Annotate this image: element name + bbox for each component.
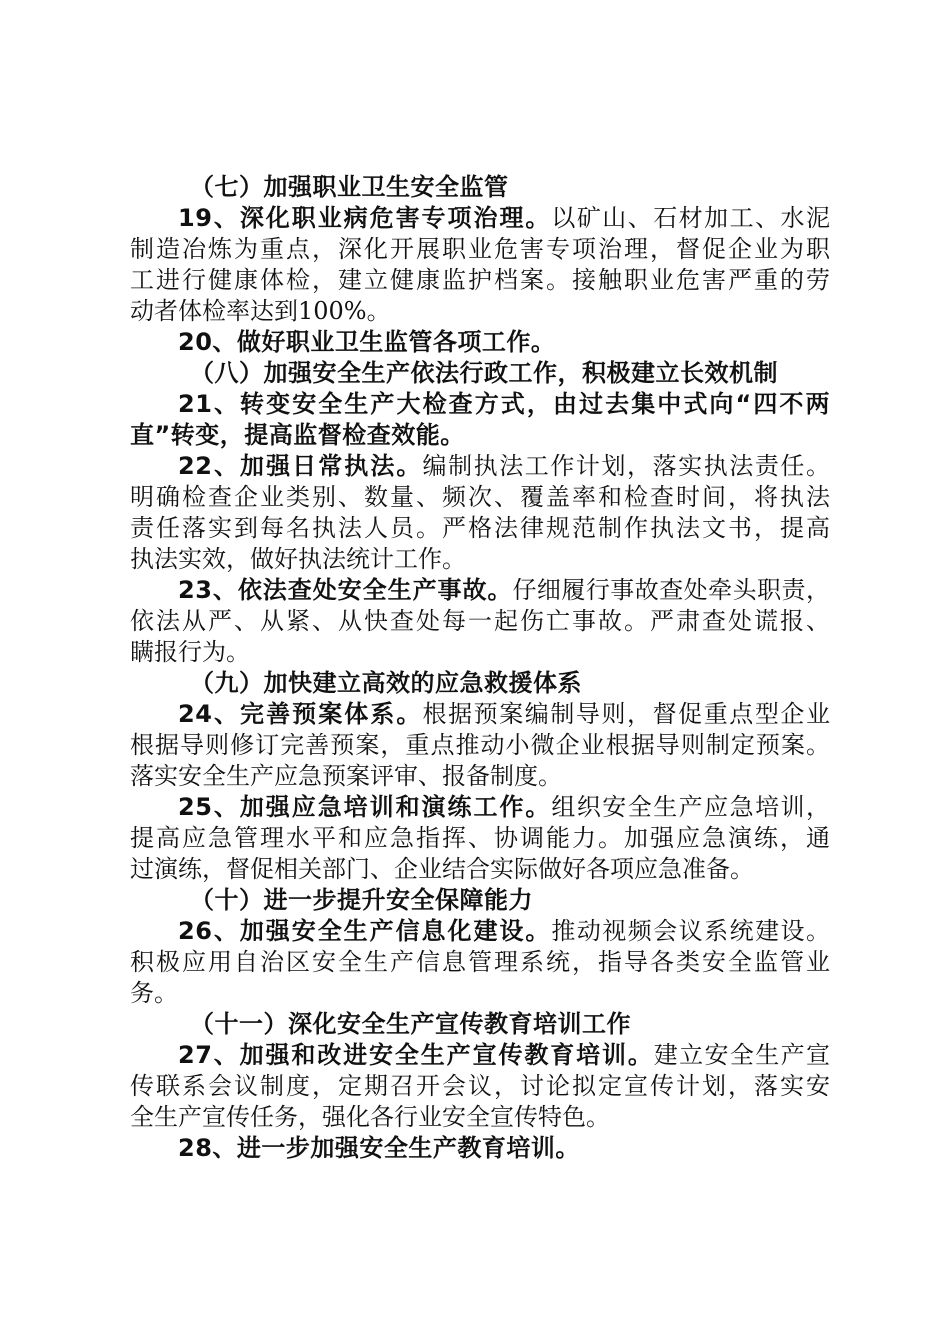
body-text: 瞒报行为。 bbox=[130, 638, 250, 666]
paragraph-line bbox=[130, 513, 830, 544]
body-text: 动者体检率达到100%。 bbox=[130, 297, 391, 325]
bold-text: 20、做好职业卫生监管各项工作。 bbox=[178, 328, 556, 356]
body-text: 依法从严、从紧、从快查处每一起伤亡事故。严肃查处谎报、 bbox=[130, 607, 830, 635]
body-text: 推动视频会议系统建设。 bbox=[551, 917, 830, 945]
item-heading-line bbox=[130, 575, 830, 606]
body-text: 编制执法工作计划，落实执法责任。 bbox=[422, 452, 830, 480]
paragraph-line bbox=[130, 947, 830, 978]
item-heading-line bbox=[130, 916, 830, 947]
bold-text: 直”转变，提高监督检查效能。 bbox=[130, 421, 465, 449]
item-heading-line bbox=[130, 1040, 830, 1071]
bold-text: 21、转变安全生产大检查方式，由过去集中式向“四不两 bbox=[178, 390, 830, 418]
section-heading bbox=[130, 1009, 830, 1040]
paragraph-line bbox=[130, 823, 830, 854]
paragraph-line bbox=[130, 1102, 830, 1133]
body-text: 执法实效，做好执法统计工作。 bbox=[130, 545, 466, 573]
paragraph-line bbox=[130, 854, 830, 885]
bold-text: 22、加强日常执法。 bbox=[178, 452, 423, 480]
paragraph-line bbox=[130, 606, 830, 637]
body-text: 建立安全生产宣 bbox=[653, 1041, 830, 1069]
item-heading-line bbox=[130, 389, 830, 420]
paragraph-line bbox=[130, 637, 830, 668]
paragraph-line bbox=[130, 1071, 830, 1102]
document-body bbox=[130, 172, 830, 1164]
item-heading-line bbox=[130, 1133, 830, 1164]
paragraph-line bbox=[130, 234, 830, 265]
bold-text: 19、深化职业病危害专项治理。 bbox=[178, 204, 552, 232]
section-heading bbox=[130, 885, 830, 916]
paragraph-line bbox=[130, 420, 830, 451]
item-heading-line bbox=[130, 699, 830, 730]
body-text: 组织安全生产应急培训， bbox=[551, 793, 830, 821]
body-text: 仔细履行事故查处牵头职责， bbox=[512, 576, 831, 604]
section-heading bbox=[130, 668, 830, 699]
body-text: 过演练，督促相关部门、企业结合实际做好各项应急准备。 bbox=[130, 855, 754, 883]
body-text: 务。 bbox=[130, 979, 178, 1007]
bold-text: 23、依法查处安全生产事故。 bbox=[178, 576, 513, 604]
bold-text: （七）加强职业卫生安全监管 bbox=[190, 173, 509, 201]
paragraph-line bbox=[130, 761, 830, 792]
item-heading-line bbox=[130, 792, 830, 823]
paragraph-line bbox=[130, 730, 830, 761]
bold-text: 26、加强安全生产信息化建设。 bbox=[178, 917, 552, 945]
section-heading bbox=[130, 358, 830, 389]
paragraph-line bbox=[130, 544, 830, 575]
item-heading-line bbox=[130, 451, 830, 482]
paragraph-line bbox=[130, 265, 830, 296]
item-heading-line bbox=[130, 327, 830, 358]
body-text: 提高应急管理水平和应急指挥、协调能力。加强应急演练，通 bbox=[130, 824, 830, 852]
body-text: 落实安全生产应急预案评审、报备制度。 bbox=[130, 762, 562, 790]
body-text: 传联系会议制度，定期召开会议，讨论拟定宣传计划，落实安 bbox=[130, 1072, 830, 1100]
paragraph-line bbox=[130, 978, 830, 1009]
body-text: 工进行健康体检，建立健康监护档案。接触职业危害严重的劳 bbox=[130, 266, 830, 294]
bold-text: （十一）深化安全生产宣传教育培训工作 bbox=[190, 1010, 631, 1038]
bold-text: （十）进一步提升安全保障能力 bbox=[190, 886, 533, 914]
bold-text: 27、加强和改进安全生产宣传教育培训。 bbox=[178, 1041, 654, 1069]
body-text: 明确检查企业类别、数量、频次、覆盖率和检查时间，将执法 bbox=[130, 483, 830, 511]
section-heading bbox=[130, 172, 830, 203]
item-heading-line bbox=[130, 203, 830, 234]
bold-text: （九）加快建立高效的应急救援体系 bbox=[190, 669, 582, 697]
body-text: 根据导则修订完善预案，重点推动小微企业根据导则制定预案。 bbox=[130, 731, 830, 759]
body-text: 积极应用自治区安全生产信息管理系统，指导各类安全监管业 bbox=[130, 948, 830, 976]
body-text: 以矿山、石材加工、水泥 bbox=[551, 204, 830, 232]
body-text: 制造冶炼为重点，深化开展职业危害专项治理，督促企业为职 bbox=[130, 235, 830, 263]
bold-text: 28、进一步加强安全生产教育培训。 bbox=[178, 1134, 580, 1162]
bold-text: （八）加强安全生产依法行政工作，积极建立长效机制 bbox=[190, 359, 778, 387]
body-text: 责任落实到每名执法人员。严格法律规范制作执法文书，提高 bbox=[130, 514, 830, 542]
paragraph-line bbox=[130, 482, 830, 513]
bold-text: 25、加强应急培训和演练工作。 bbox=[178, 793, 552, 821]
bold-text: 24、完善预案体系。 bbox=[178, 700, 423, 728]
body-text: 根据预案编制导则，督促重点型企业 bbox=[422, 700, 830, 728]
body-text: 全生产宣传任务，强化各行业安全宣传特色。 bbox=[130, 1103, 610, 1131]
paragraph-line bbox=[130, 296, 830, 327]
